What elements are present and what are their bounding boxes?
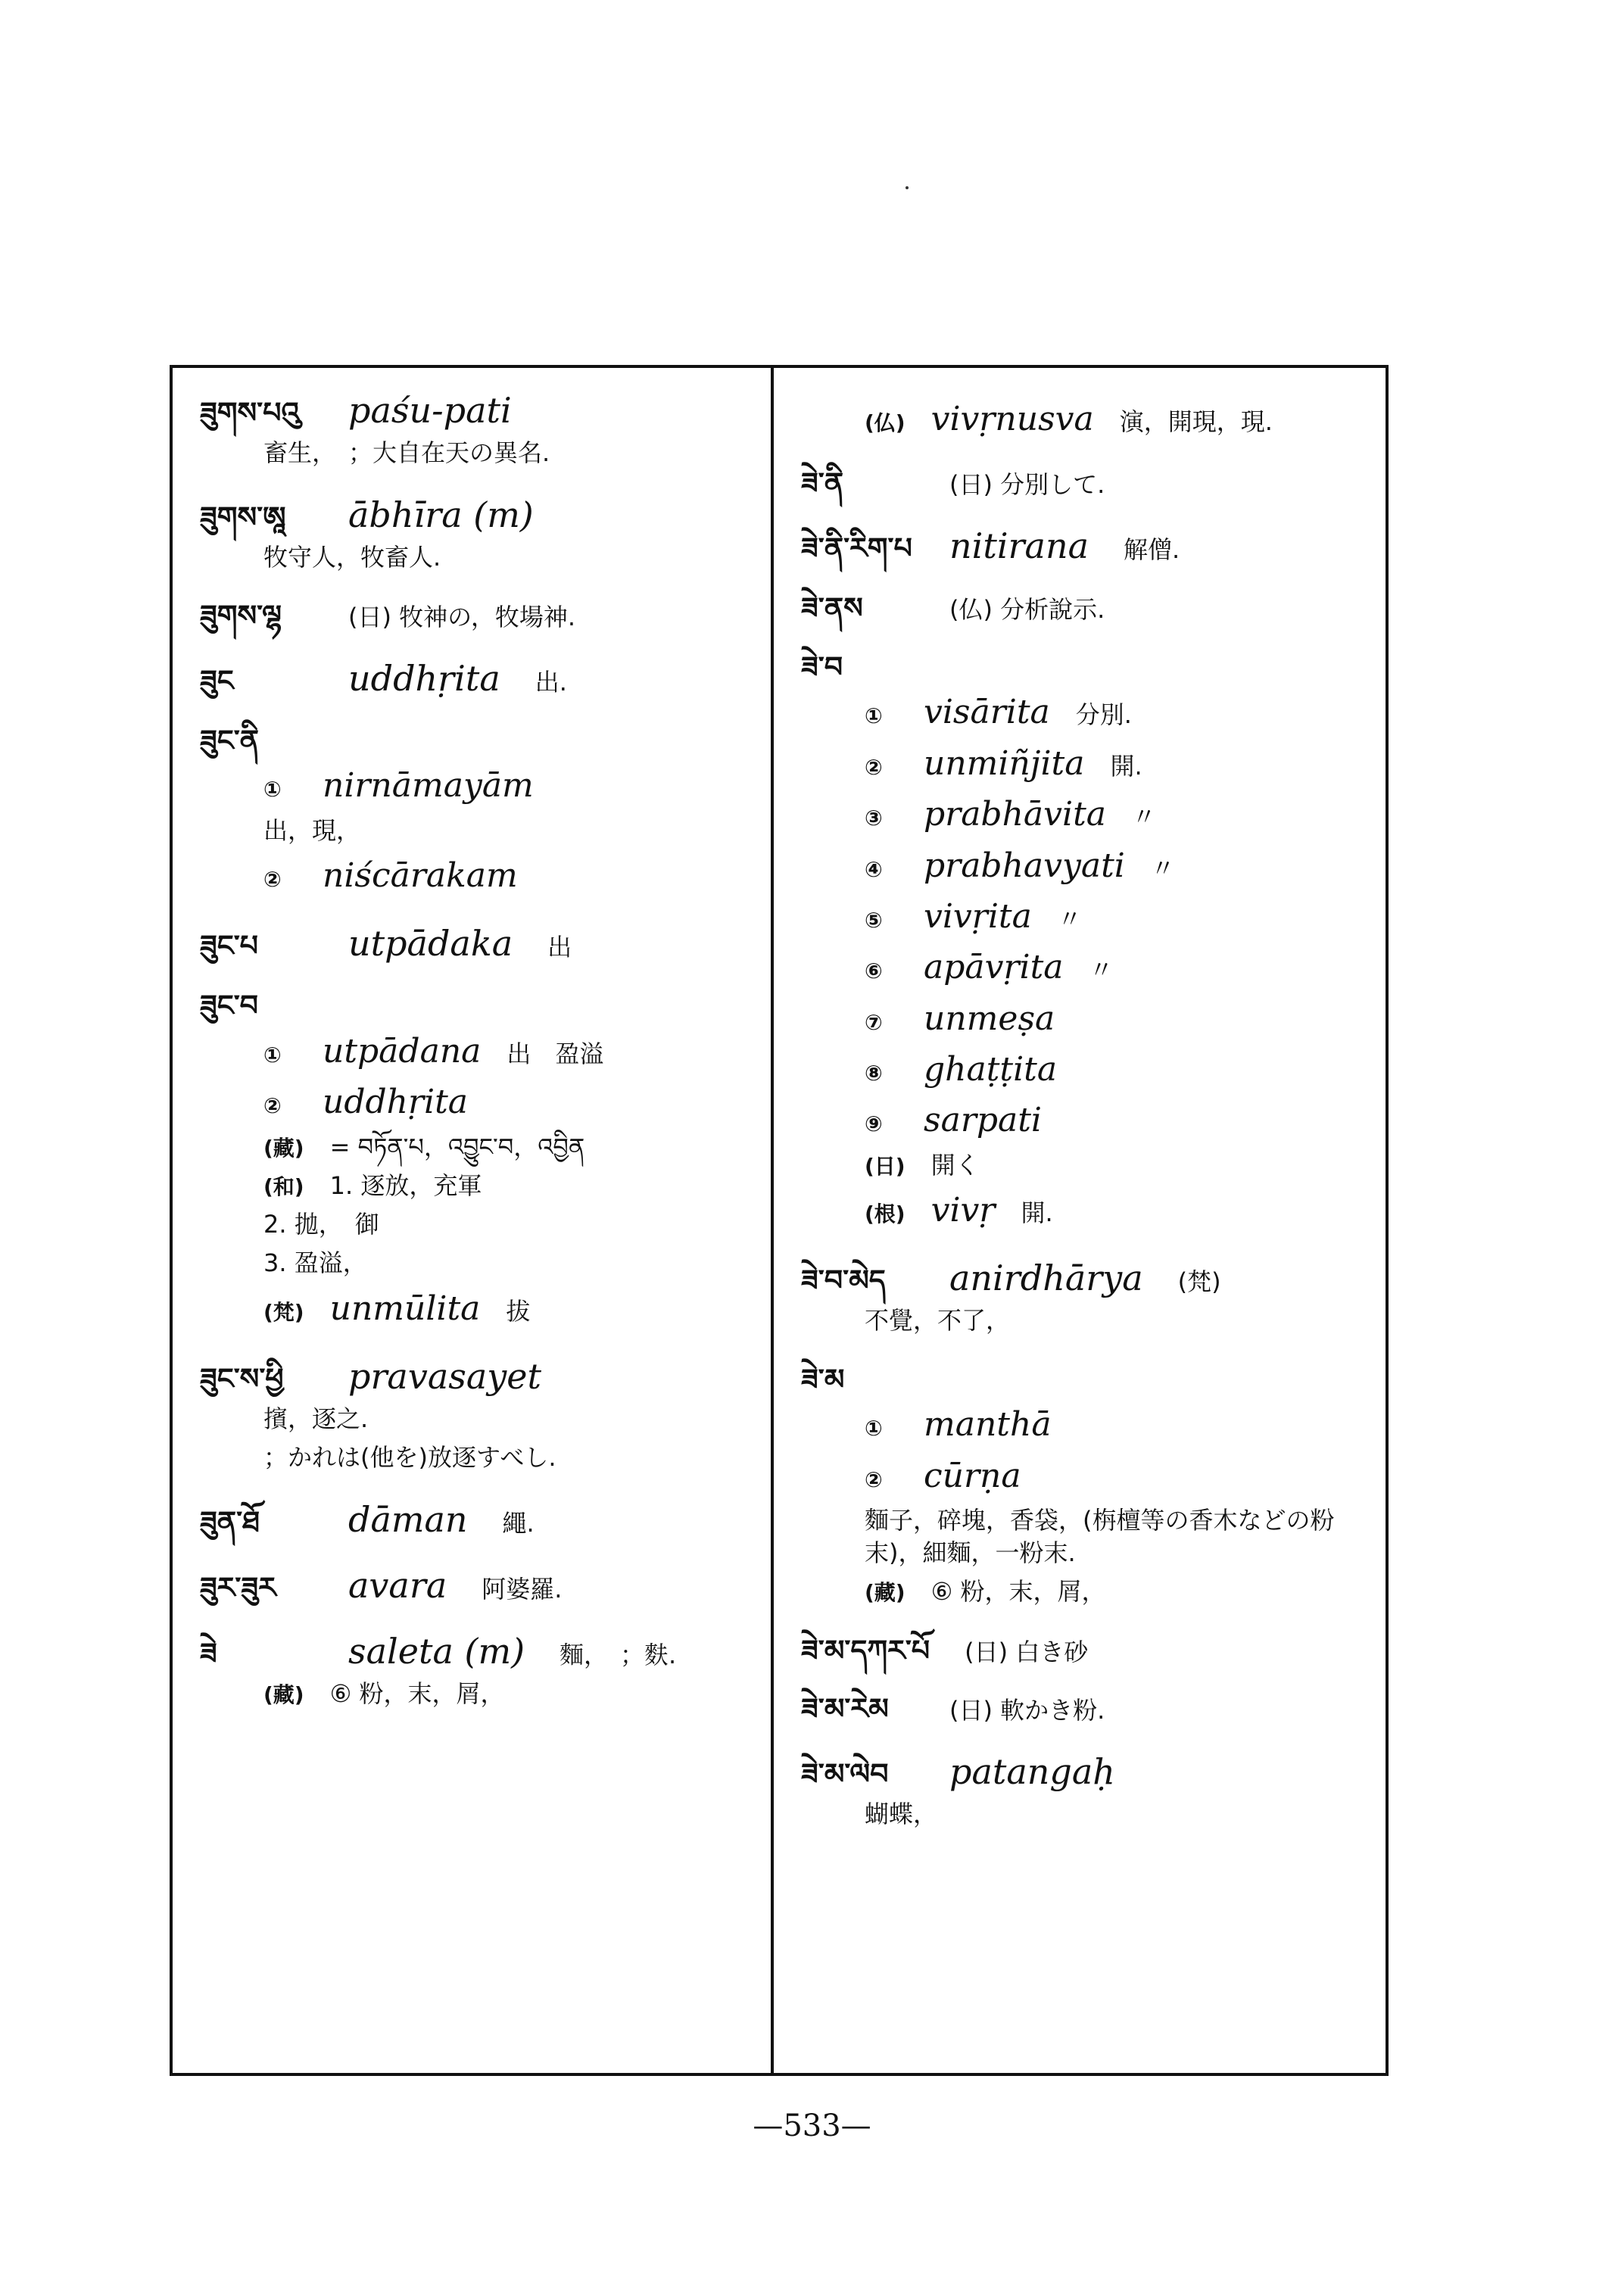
tibetan-headword: ཟུགས་པའུ [200,396,301,429]
entry-senses [263,1029,753,1331]
sense-gloss: 開く [930,1150,980,1180]
sense-line [263,1131,753,1164]
sanskrit-equivalent: utpādaka [348,923,513,965]
dictionary-entry [200,495,753,574]
entry-headword-line [200,1632,753,1672]
sense-marker: ① [865,703,883,729]
sense-gloss: ；かれは(他を)放逐すべし. [263,1442,556,1472]
sense-gloss: 出，現， [263,815,361,845]
sense-line [865,1047,1367,1092]
sense-sanskrit: prabhāvita [924,795,1107,834]
entry-headword-line [200,1500,753,1540]
sense-sanskrit: nirnāmayām [323,766,534,806]
japanese-gloss: (日) 分別して. [949,470,1105,500]
dictionary-entry [200,924,753,964]
sense-line [263,853,753,898]
sense-gloss: 〃 [1057,904,1082,933]
dictionary-entry [801,1635,1367,1668]
sanskrit-equivalent: nitirana [949,525,1089,567]
sense-marker: ② [263,867,282,892]
dictionary-entry [801,526,1367,566]
sense-line [263,541,753,574]
sense-marker: (和) [263,1173,304,1199]
sense-marker: ⑥ [865,958,883,984]
sense-line [263,437,753,469]
dictionary-entry [801,1752,1367,1831]
sense-line [263,1403,753,1435]
tibetan-headword: ཟེ་མ་རེམ [801,1692,889,1726]
dictionary-entry [200,391,753,469]
stray-mark [906,186,909,189]
sense-sanskrit: manthā [924,1405,1052,1445]
sanskrit-equivalent: uddhṛita [348,657,500,699]
entry-headword-line [801,1752,1367,1792]
sanskrit-equivalent: pravasayet [348,1355,541,1397]
sense-line [263,1208,753,1241]
sense-gloss: 出 盈溢 [507,1039,604,1068]
sense-sanskrit: unmiñjita [924,743,1085,783]
sense-marker: (藏) [865,1580,906,1606]
sense-line [865,1576,1367,1608]
sense-gloss: 〃 [1132,803,1157,832]
entry-senses [865,1402,1367,1608]
entry-headword-line [801,592,1367,625]
sense-marker: (藏) [263,1682,304,1707]
entry-headword-line [200,391,753,431]
sense-sanskrit: niścārakam [323,856,518,895]
tibetan-headword: ཟེ་བ [801,650,843,684]
sense-line [865,1504,1367,1569]
sense-sanskrit: apāvṛita [924,948,1064,987]
tibetan-headword: ཟུན་ཐོ [200,1505,260,1539]
sense-marker: ② [865,754,883,780]
entry-headword-line [801,1693,1367,1726]
tibetan-headword: ཟུགས་ཨཱ [200,500,286,535]
sense-marker: (根) [865,1202,906,1227]
sense-gloss: 麵子，碎塊，香袋，(栴檀等の香木などの粉末)，細麵，一粉末. [865,1505,1335,1568]
sense-gloss: 畜生， ；大自在天の異名. [263,438,550,467]
entry-senses [263,1403,753,1474]
sense-marker: ① [865,1416,883,1442]
sense-line [263,1678,753,1710]
tibetan-headword: ཟེ་ནི་རིག་པ [801,531,912,566]
sense-line [865,1188,1367,1233]
tibetan-headword: ཟེ་མ་ལེབ [801,1756,889,1791]
entry-headword-line [200,725,753,758]
sense-marker: ② [263,1093,282,1119]
entry-headword-line [801,1635,1367,1668]
sense-line [865,397,1367,441]
sanskrit-equivalent: dāman [348,1499,468,1541]
sense-gloss: 拔 [506,1296,531,1326]
sense-line [865,894,1367,939]
sense-line [263,1442,753,1474]
entry-headword-line [200,495,753,535]
dictionary-entry [801,592,1367,625]
tibetan-headword: ཟེ་མ་དཀར་པོ [801,1633,930,1667]
sense-marker: ⑦ [865,1009,883,1035]
sense-gloss: 1. 逐放，充軍 [329,1170,482,1200]
dictionary-entry [200,1357,753,1474]
sense-line [263,1080,753,1124]
japanese-gloss: (日) 牧神の，牧場神. [348,603,576,632]
japanese-gloss: 出. [535,667,567,697]
sense-gloss: 牧守人，牧畜人. [263,542,441,572]
entry-senses [865,690,1367,1233]
tibetan-headword: ཟེ [200,1636,217,1670]
sense-gloss: 開. [1021,1198,1053,1228]
dictionary-entry [200,725,753,899]
page-number: —533— [753,2109,871,2143]
sense-line [865,741,1367,786]
tibetan-headword: ཟེ་མ [801,1362,845,1396]
dictionary-entry [801,397,1367,441]
left-column [173,368,771,2073]
tibetan-headword: ཟུགས་ལྷ [200,599,282,633]
entry-senses [263,1678,753,1710]
entry-headword-line [200,990,753,1023]
entry-senses [263,541,753,574]
sense-sanskrit: vivṛ [930,1191,996,1230]
sense-gloss: 3. 盈溢， [263,1248,367,1278]
tibetan-headword: ཟུང་ས་ཕྱི [200,1361,284,1395]
sense-line [263,1247,753,1279]
sense-line [263,1286,753,1331]
sense-marker: ① [263,1042,282,1068]
entry-headword-line [801,1364,1367,1397]
sense-line [865,1798,1367,1831]
entry-headword-line [801,651,1367,684]
sense-gloss: ⑥ 粉，末，屑， [930,1577,1106,1607]
dictionary-entry [200,990,753,1331]
tibetan-headword: ཟུང་ནི [200,723,260,757]
entry-headword-line [200,1566,753,1606]
tibetan-headword: ཟུང་པ [200,929,259,963]
sanskrit-equivalent: patangaḥ [949,1750,1115,1792]
dictionary-entry [200,659,753,699]
sense-line [865,690,1367,734]
sense-marker: ④ [865,856,883,882]
sense-line [865,1304,1367,1337]
sense-sanskrit: prabhavyati [924,846,1125,885]
sense-line [865,1098,1367,1142]
japanese-gloss: 出 [547,933,572,962]
sense-sanskrit: sarpati [924,1101,1042,1140]
sense-marker: ③ [865,806,883,831]
sense-sanskrit: vivṛita [924,896,1032,936]
japanese-gloss: (日) 軟かき粉. [949,1696,1105,1725]
sense-sanskrit: vivṛnusva [930,400,1094,438]
entry-headword-line [200,924,753,964]
sanskrit-equivalent: saleta (m) [348,1630,525,1672]
sense-marker: (日) [865,1153,906,1179]
dictionary-entry [200,1500,753,1540]
sense-line [865,945,1367,990]
entry-senses [263,763,753,898]
dictionary-entry [801,1364,1367,1609]
sense-sanskrit: cūrṇa [924,1456,1021,1495]
dictionary-entry [200,600,753,633]
sense-marker: ⑤ [865,907,883,933]
sense-gloss: 蝴蝶， [865,1799,938,1828]
entry-headword-line [200,1357,753,1397]
sense-marker: (藏) [263,1135,304,1161]
sense-gloss: 〃 [1150,853,1175,883]
sanskrit-equivalent: ābhīra (m) [348,494,534,536]
sense-sanskrit: uddhṛita [323,1083,469,1122]
sense-line [865,1402,1367,1447]
sense-gloss: 演，開現，現. [1119,407,1273,436]
japanese-gloss: 阿婆羅. [482,1575,563,1604]
dictionary-entry [801,467,1367,500]
entry-senses [865,397,1367,441]
sense-gloss: = བཏོན་པ，འབྱུང་བ，འབྱིན [329,1132,585,1161]
sense-sanskrit: ghaṭṭita [924,1050,1058,1089]
sense-line [865,996,1367,1041]
sense-marker: (梵) [263,1299,304,1325]
entry-senses [865,1304,1367,1337]
sense-gloss: 不覺，不了， [865,1306,1011,1336]
tibetan-headword: ཟུང་བ [200,989,259,1023]
dictionary-entry [200,1632,753,1710]
sense-line [263,1170,753,1202]
sense-line [263,1029,753,1074]
sense-marker: ① [263,777,282,803]
tibetan-headword: ཟེ་ནས [801,591,863,625]
sense-sanskrit: utpādana [323,1031,482,1071]
sense-gloss: 2. 拋， 御 [263,1210,379,1239]
sense-marker: ② [865,1466,883,1492]
dictionary-entry [801,1693,1367,1726]
sense-marker: ⑨ [865,1111,883,1137]
sense-line [865,792,1367,837]
entry-headword-line [801,1258,1367,1298]
sense-line [865,1454,1367,1498]
entry-headword-line [200,659,753,699]
sense-gloss: 分別. [1075,700,1132,730]
sense-line [263,815,753,847]
sanskrit-equivalent: paśu-pati [348,390,512,431]
right-column [771,368,1386,2073]
sense-sanskrit: visārita [924,693,1050,732]
sense-sanskrit: unmeṣa [924,999,1055,1038]
japanese-gloss: 解僧. [1124,535,1180,565]
sense-marker: ⑧ [865,1061,883,1086]
dictionary-page [170,365,1389,2076]
tibetan-headword: ཟེ་བ་མེད [801,1264,886,1298]
sense-line [865,843,1367,888]
japanese-gloss: (日) 白き砂 [965,1637,1089,1666]
tibetan-headword: ཟུར་ཟུར [200,1571,276,1605]
dictionary-entry [801,1258,1367,1337]
entry-senses [865,1798,1367,1831]
japanese-gloss: 繩. [502,1509,535,1538]
dictionary-entry [200,1566,753,1606]
japanese-gloss: 麵， ；麩. [560,1640,677,1669]
entry-headword-line [801,526,1367,566]
sanskrit-equivalent: avara [348,1565,447,1607]
sense-gloss: ⑥ 粉，末，屑， [329,1678,505,1708]
entry-headword-line [801,467,1367,500]
sense-gloss: 開. [1110,751,1142,781]
tibetan-headword: ཟེ་ནི [801,466,844,500]
tibetan-headword: ཟུང [200,663,234,697]
dictionary-entry [801,651,1367,1233]
entry-headword-line [200,600,753,633]
japanese-gloss: (仏) 分析說示. [949,594,1105,624]
sanskrit-equivalent: anirdhārya [949,1258,1143,1299]
sense-gloss: 擯，逐之. [263,1404,369,1433]
sense-gloss: 〃 [1089,955,1114,985]
sense-sanskrit: unmūlita [329,1289,481,1328]
sense-line [263,763,753,808]
sense-marker: (仏) [865,410,906,435]
japanese-gloss: (梵) [1177,1267,1221,1297]
entry-senses [263,437,753,469]
sense-line [865,1149,1367,1182]
